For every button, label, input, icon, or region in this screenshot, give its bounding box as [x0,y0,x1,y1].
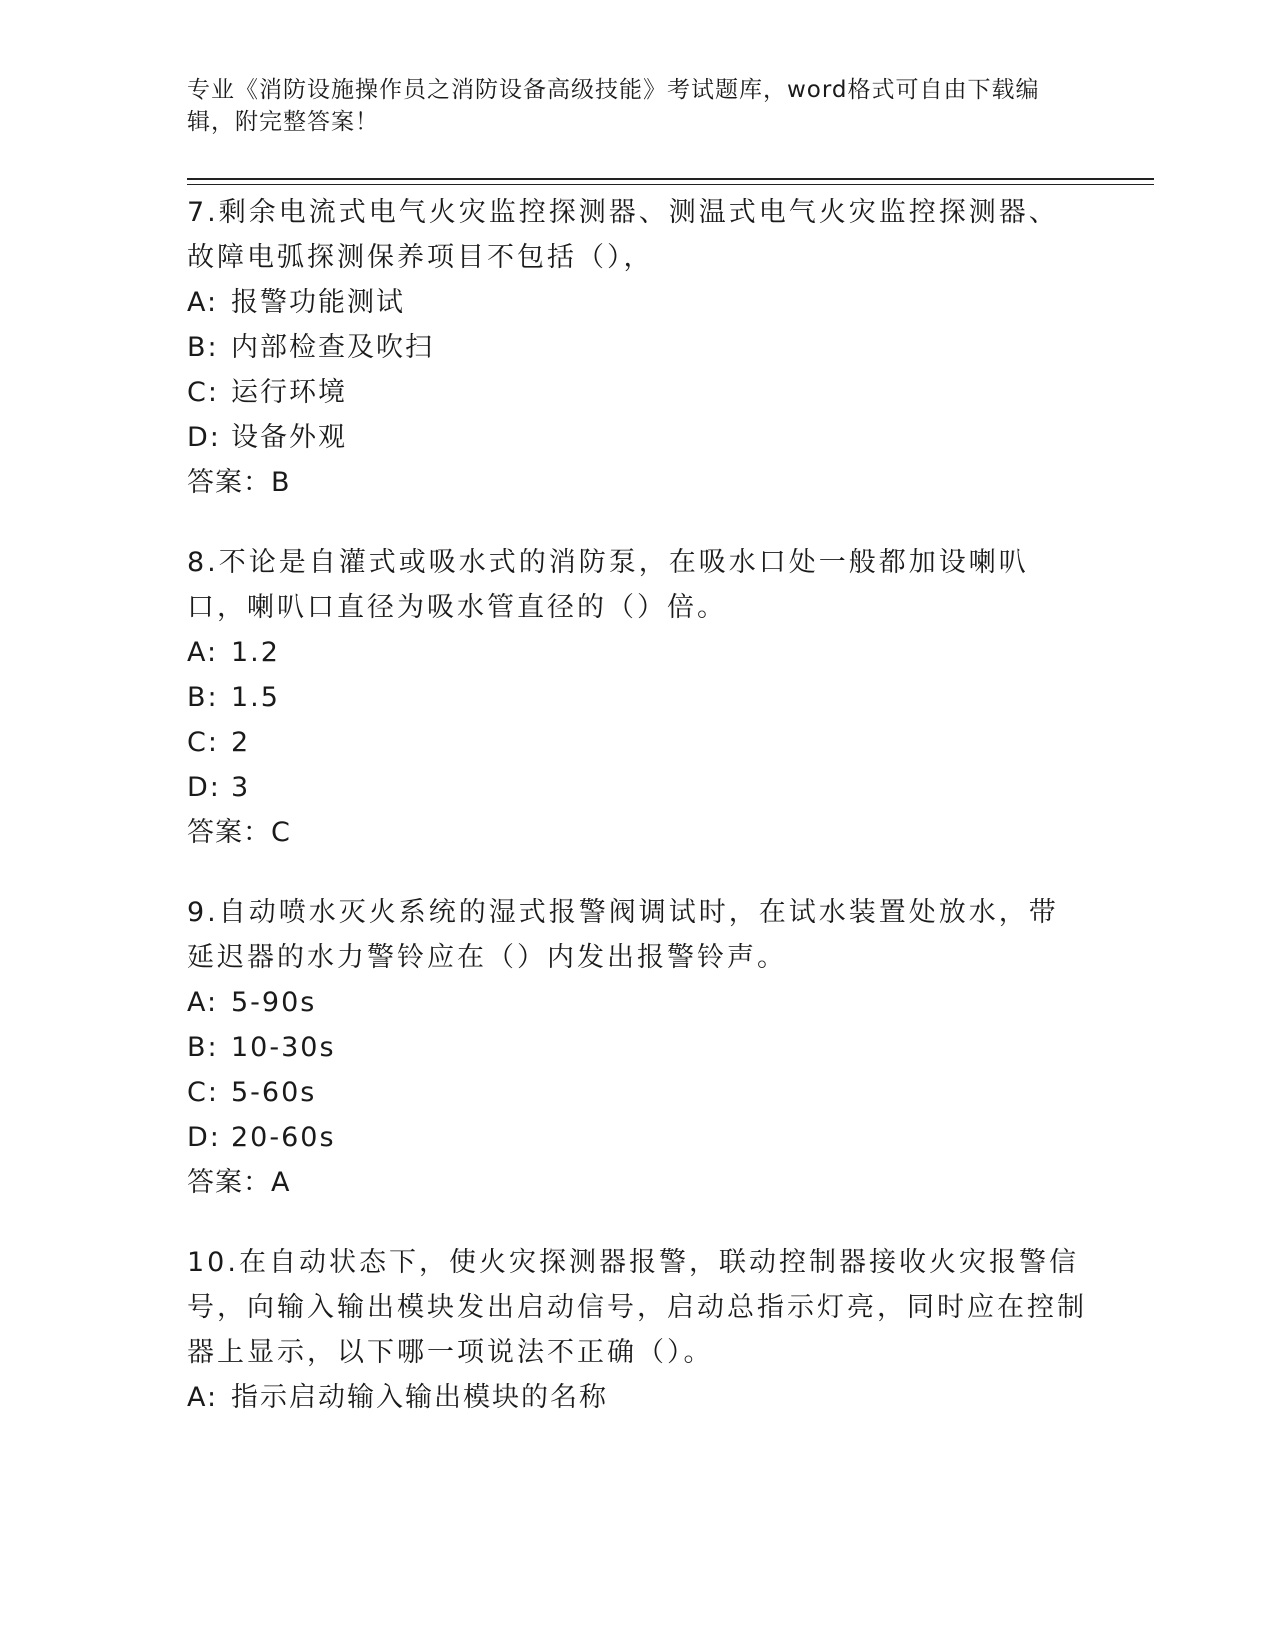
option-letter: A: [187,987,219,1018]
option-text: 20-60s [231,1122,336,1153]
question-7 [187,190,1087,505]
option-a [187,630,1087,675]
option-letter: D: [187,1122,221,1153]
option-letter: A: [187,287,219,318]
option-c [187,720,1087,765]
option-text: 报警功能测试 [231,287,405,318]
question-stem: 9.自动喷水灭火系统的湿式报警阀调试时，在试水装置处放水，带延迟器的水力警铃应在（）内发出报警铃声。 [187,897,1059,973]
option-text: 内部检查及吹扫 [231,332,434,363]
question-list [187,190,1087,1455]
option-letter: A: [187,637,219,668]
option-text: 5-90s [231,987,317,1018]
option-text: 运行环境 [231,377,347,408]
option-text: 2 [231,727,251,758]
option-letter: D: [187,422,221,453]
option-b [187,1025,1087,1070]
header-divider-thick [187,178,1154,180]
option-letter: D: [187,772,221,803]
document-header: 专业《消防设施操作员之消防设备高级技能》考试题库，word格式可自由下载编辑，附完整答案！ [187,77,1040,135]
header-divider-thin [187,184,1154,185]
question-stem: 8.不论是自灌式或吸水式的消防泵，在吸水口处一般都加设喇叭口，喇叭口直径为吸水管直径的（）倍。 [187,547,1029,623]
answer-line: 答案：B [187,467,291,498]
option-a [187,280,1087,325]
option-text: 10-30s [231,1032,336,1063]
option-b [187,675,1087,720]
option-text: 3 [231,772,251,803]
option-text: 1.2 [231,637,280,668]
option-text: 1.5 [231,682,280,713]
option-d [187,1115,1087,1160]
question-stem: 7.剩余电流式电气火灾监控探测器、测温式电气火灾监控探测器、故障电弧探测保养项目不包括（）， [187,197,1059,273]
answer-line: 答案：C [187,817,291,848]
option-letter: A: [187,1382,219,1413]
question-10 [187,1240,1087,1420]
option-letter: B: [187,1032,219,1063]
option-c [187,370,1087,415]
option-d [187,415,1087,460]
option-text: 设备外观 [231,422,347,453]
option-b [187,325,1087,370]
option-letter: C: [187,377,219,408]
question-8 [187,540,1087,855]
option-text: 5-60s [231,1077,317,1108]
question-9 [187,890,1087,1205]
option-letter: C: [187,1077,219,1108]
option-c [187,1070,1087,1115]
option-d [187,765,1087,810]
question-stem: 10.在自动状态下，使火灾探测器报警，联动控制器接收火灾报警信号，向输入输出模块发出启动信号，启动总指示灯亮，同时应在控制器上显示，以下哪一项说法不正确（）。 [187,1247,1087,1368]
option-a [187,1375,1087,1420]
option-letter: C: [187,727,219,758]
option-text: 指示启动输入输出模块的名称 [231,1382,608,1413]
option-letter: B: [187,682,219,713]
option-a [187,980,1087,1025]
option-letter: B: [187,332,219,363]
answer-line: 答案：A [187,1167,291,1198]
